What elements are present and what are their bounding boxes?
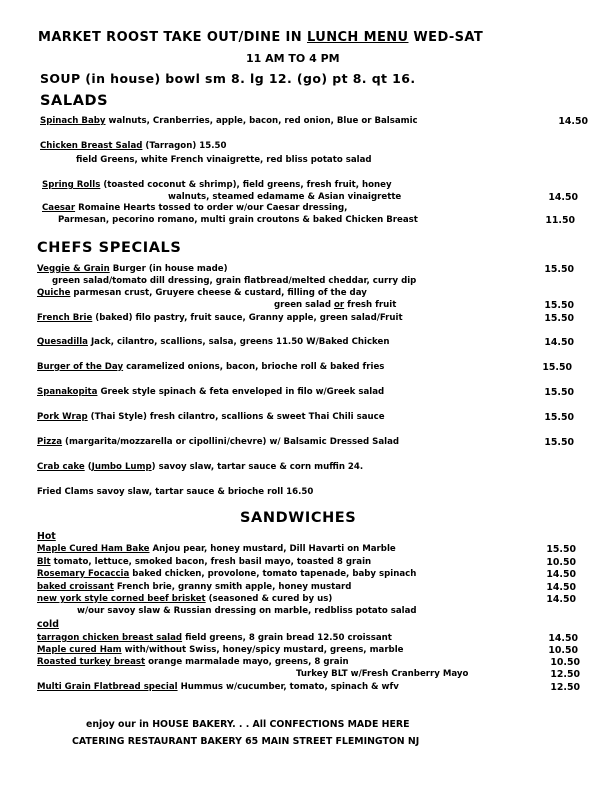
price: 10.50 — [546, 557, 576, 568]
menu-item: Maple cured Ham with/without Swiss, honey/spicy mustard, greens, marble — [37, 645, 404, 655]
price: 14.50 — [558, 116, 588, 127]
menu-item: tarragon chicken breast salad field greens, 8 grain bread 12.50 croissant — [37, 633, 392, 643]
menu-item: Maple Cured Ham Bake Anjou pear, honey mustard, Dill Havarti on Marble — [37, 544, 396, 554]
price: 15.50 — [544, 300, 574, 311]
menu-item: Spring Rolls (toasted coconut & shrimp), field greens, fresh fruit, honey — [42, 180, 392, 190]
price: 15.50 — [544, 313, 574, 324]
price: 14.50 — [546, 594, 576, 605]
price: 15.50 — [544, 264, 574, 275]
menu-item: Crab cake (Jumbo Lump) savoy slaw, tartar sauce & corn muffin 24. — [37, 462, 364, 472]
price: 10.50 — [548, 645, 578, 656]
footer-bakery: enjoy our in HOUSE BAKERY. . . All CONFECTIONS MADE HERE — [86, 719, 410, 730]
menu-item-detail: green salad or fresh fruit — [274, 300, 397, 310]
menu-item-detail: Parmesan, pecorino romano, multi grain croutons & baked Chicken Breast — [58, 215, 418, 225]
price: 15.50 — [544, 437, 574, 448]
menu-item: Quiche parmesan crust, Gruyere cheese & custard, filling of the day — [37, 288, 367, 298]
price: 14.50 — [548, 192, 578, 203]
price: 10.50 — [550, 657, 580, 668]
menu-item-detail: green salad/tomato dill dressing, grain flatbread/melted cheddar, curry dip — [52, 276, 417, 286]
menu-item-detail: w/our savoy slaw & Russian dressing on marble, redbliss potato salad — [77, 606, 417, 616]
menu-item: Pizza (margarita/mozzarella or cipollini/chevre) w/ Balsamic Dressed Salad — [37, 437, 400, 447]
hours: 11 AM TO 4 PM — [246, 52, 340, 65]
price: 15.50 — [544, 412, 574, 423]
price: 14.50 — [548, 633, 578, 644]
menu-item: Chicken Breast Salad (Tarragon) 15.50 — [40, 141, 227, 151]
price: 11.50 — [545, 215, 575, 226]
price: 14.50 — [544, 337, 574, 348]
menu-item: Roasted turkey breast orange marmalade mayo, greens, 8 grain — [37, 657, 349, 667]
menu-item: Caesar Romaine Hearts tossed to order w/our Caesar dressing, — [42, 203, 348, 213]
price: 14.50 — [546, 569, 576, 580]
price: 14.50 — [546, 582, 576, 593]
menu-item: Quesadilla Jack, cilantro, scallions, salsa, greens 11.50 W/Baked Chicken — [37, 337, 390, 347]
menu-item: Veggie & Grain Burger (in house made) — [37, 264, 228, 274]
price: 15.50 — [544, 387, 574, 398]
soup-line: SOUP (in house) bowl sm 8. lg 12. (go) pt 8. qt 16. — [40, 71, 416, 86]
footer-address: CATERING RESTAURANT BAKERY 65 MAIN STREET FLEMINGTON NJ — [72, 736, 420, 747]
menu-title: MARKET ROOST TAKE OUT/DINE IN LUNCH MENU WED-SAT — [38, 30, 484, 45]
price: 15.50 — [546, 544, 576, 555]
cold-label: cold — [37, 619, 59, 630]
price: 15.50 — [542, 362, 572, 373]
price: 12.50 — [550, 682, 580, 693]
menu-item: Fried Clams savoy slaw, tartar sauce & brioche roll 16.50 — [37, 487, 314, 497]
menu-item-detail: Turkey BLT w/Fresh Cranberry Mayo — [296, 669, 469, 679]
price: 12.50 — [550, 669, 580, 680]
sandwiches-heading: SANDWICHES — [240, 510, 357, 526]
menu-item-detail: field Greens, white French vinaigrette, red bliss potato salad — [76, 155, 372, 165]
menu-item: Burger of the Day caramelized onions, bacon, brioche roll & baked fries — [37, 362, 385, 372]
menu-item: Spanakopita Greek style spinach & feta enveloped in filo w/Greek salad — [37, 387, 385, 397]
chefs-specials-heading: CHEFS SPECIALS — [37, 240, 182, 256]
menu-item-detail: walnuts, steamed edamame & Asian vinaigrette — [168, 192, 402, 202]
menu-item: Pork Wrap (Thai Style) fresh cilantro, scallions & sweet Thai Chili sauce — [37, 412, 385, 422]
menu-item: French Brie (baked) filo pastry, fruit sauce, Granny apple, green salad/Fruit — [37, 313, 403, 323]
menu-item: Rosemary Focaccia baked chicken, provolone, tomato tapenade, baby spinach — [37, 569, 417, 579]
salads-heading: SALADS — [40, 93, 109, 109]
menu-item: Spinach Baby walnuts, Cranberries, apple, bacon, red onion, Blue or Balsamic — [40, 116, 418, 126]
menu-item: Multi Grain Flatbread special Hummus w/cucumber, tomato, spinach & wfv — [37, 682, 399, 692]
hot-label: Hot — [37, 531, 56, 542]
menu-item: Blt tomato, lettuce, smoked bacon, fresh basil mayo, toasted 8 grain — [37, 557, 372, 567]
menu-item: baked croissant French brie, granny smith apple, honey mustard — [37, 582, 352, 592]
menu-item: new york style corned beef brisket (seasoned & cured by us) — [37, 594, 333, 604]
